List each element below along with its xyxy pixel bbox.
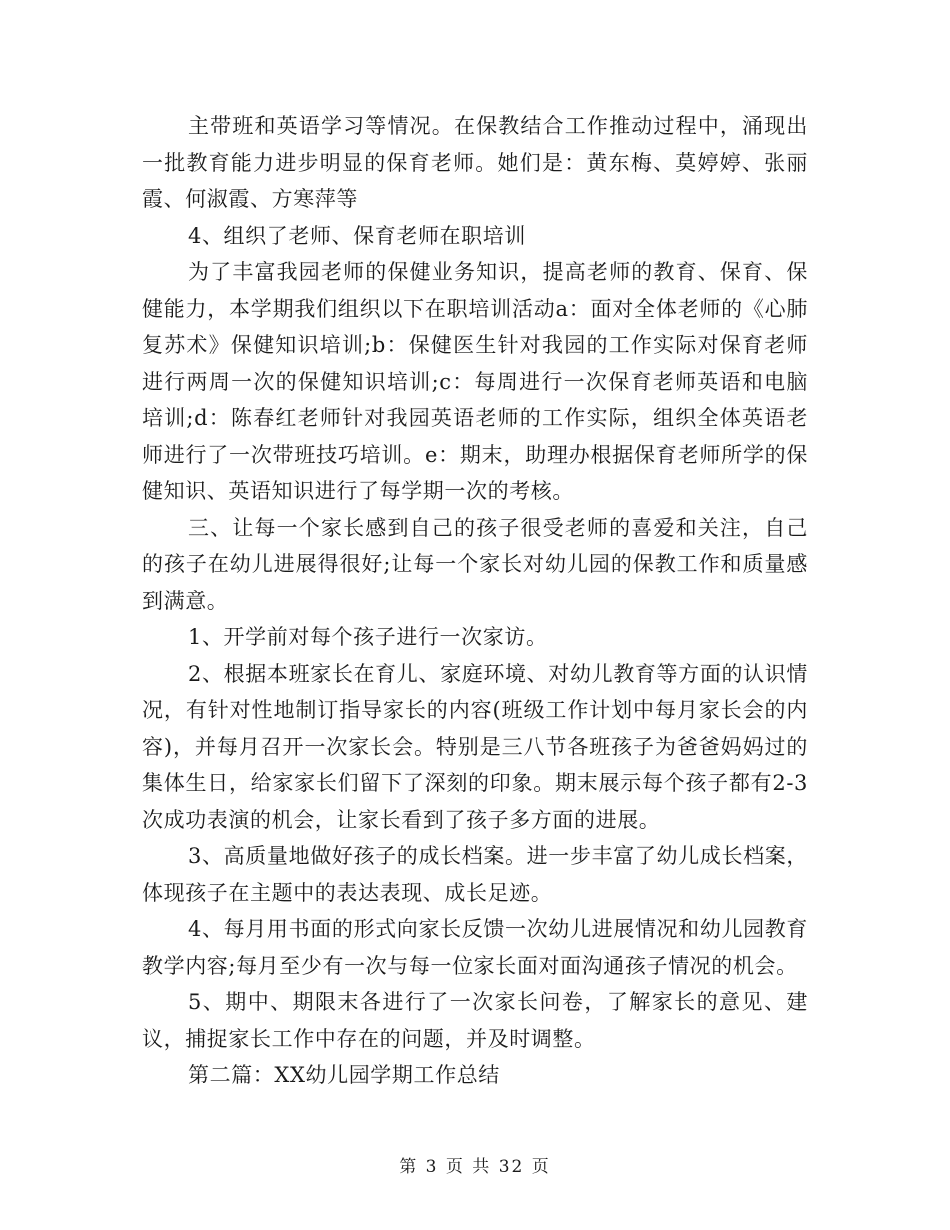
section-heading: 三、让每一个家长感到自己的孩子很受老师的喜爱和关注，自己的孩子在幼儿进展得很好;让每一个家长对幼儿园的保教工作和质量感到满意。 [142, 515, 808, 613]
paragraph: 为了丰富我园老师的保健业务知识，提高老师的教育、保育、保健能力，本学期我们组织以下在职培训活动a：面对全体老师的《心肺复苏术》保健知识培训;b：保健医生针对我园的工作实际对保育老师进行两周一次的保健知识培训;c：每周进行一次保育老师英语和电脑培训;d：陈春红老师针对我园英语老师的工作实际，组织全体英语老师进行了一次带班技巧培训。e：期末，助理办根据保育老师所学的保健知识、英语知识进行了每学期一次的考核。 [142, 260, 808, 503]
list-item: 1、开学前对每个孩子进行一次家访。 [188, 625, 548, 649]
list-item: 5、期中、期限末各进行了一次家长问卷，了解家长的意见、建议，捕捉家长工作中存在的问题，并及时调整。 [142, 990, 808, 1051]
page-footer [0, 1152, 950, 1177]
page-number: 第 3 页 共 32 页 [399, 1157, 551, 1177]
paragraph: 主带班和英语学习等情况。在保教结合工作推动过程中，涌现出一批教育能力进步明显的保育老师。她们是：黄东梅、莫婷婷、张丽霞、何淑霞、方寒萍等 [142, 114, 808, 211]
next-section-title: 第二篇：XX幼儿园学期工作总结 [188, 1063, 500, 1087]
list-item: 2、根据本班家长在育儿、家庭环境、对幼儿教育等方面的认识情况，有针对性地制订指导家长的内容(班级工作计划中每月家长会的内容)，并每月召开一次家长会。特别是三八节各班孩子为爸爸妈妈过的集体生日，给家家长们留下了深刻的印象。期末展示每个孩子都有2-3次成功表演的机会，让家长看到了孩子多方面的进展。 [142, 661, 808, 832]
list-item: 3、高质量地做好孩子的成长档案。进一步丰富了幼儿成长档案，体现孩子在主题中的表达表现、成长足迹。 [142, 844, 808, 905]
document-body [142, 108, 808, 1094]
section-heading: 4、组织了老师、保育老师在职培训 [188, 223, 526, 248]
list-item: 4、每月用书面的形式向家长反馈一次幼儿进展情况和幼儿园教育教学内容;每月至少有一次与每一位家长面对面沟通孩子情况的机会。 [142, 917, 808, 978]
